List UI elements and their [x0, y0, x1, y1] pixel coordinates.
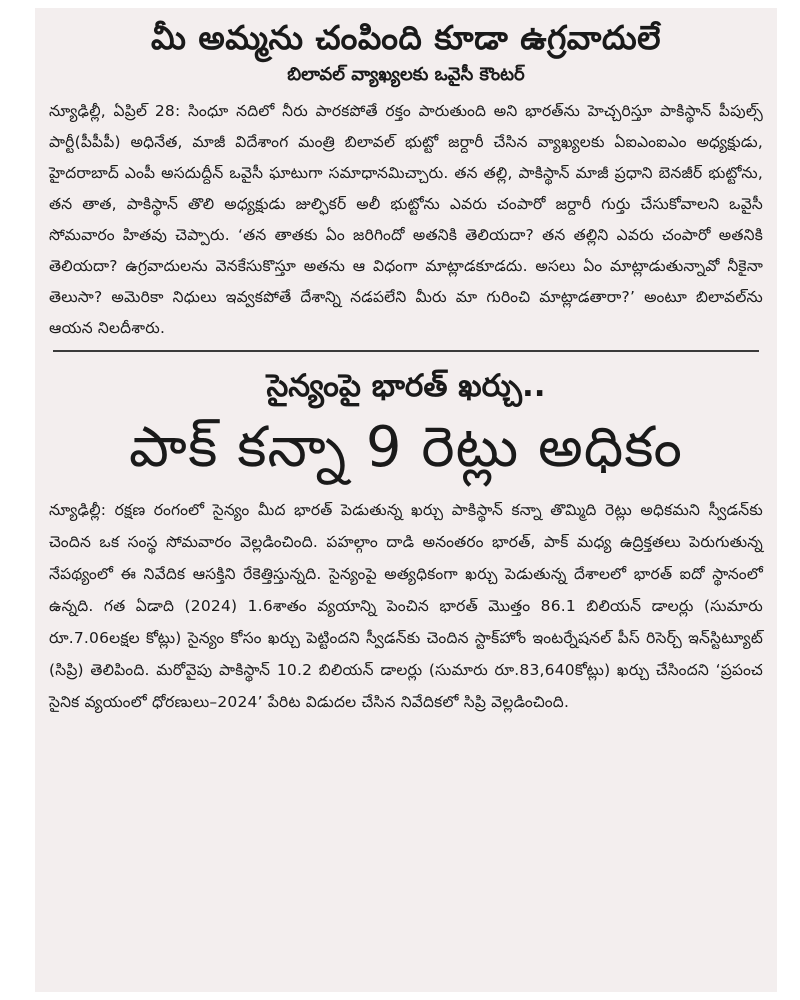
article2-body: న్యూఢిల్లీ: రక్షణ రంగంలో సైన్యం మీద భారత్ పెడుతున్న ఖర్చు పాకిస్థాన్ కన్నా తొమ్మిది రెట్లు అధికమని స్వీడన్‌కు చెందిన ఒక సంస్థ సోమవారం వెల్లడించింది. పహల్గాం దాడి అనంతరం భారత్, పాక్ మధ్య ఉద్రిక్తతలు పెరుగుతున్న నేపథ్యంలో ఈ నివేదిక ఆసక్తిని రేకెత్తిస్తున్నది. సైన్యంపై అత్యధికంగా ఖర్చు పెడుతున్న దేశాలలో భారత్ ఐదో స్థానంలో ఉన్నది. గత ఏడాది (2024) 1.6శాతం వ్యయాన్ని పెంచిన భారత్ మొత్తం 86.1 బిలియన్ డాలర్లు (సుమారు రూ.7.06లక్షల కోట్లు) సైన్యం కోసం ఖర్చు పెట్టిందని స్వీడన్‌కు చెందిన స్టాక్‌హోం ఇంటర్నేషనల్ పీస్ రిసెర్చ్ ఇన్‌స్టిట్యూట్ (సిప్రి) తెలిపింది. మరోవైపు పాకిస్థాన్ 10.2 బిలియన్ డాలర్లు (సుమారు రూ.83,640కోట్లు) ఖర్చు చేసిందని ‘ప్రపంచ సైనిక వ్యయంలో ధోరణులు–2024’ పేరిట విడుదల చేసిన నివేదికలో సిప్రి వెల్లడించింది.	[49, 501, 763, 711]
article1-headline: మీ అమ్మను చంపింది కూడా ఉగ్రవాదులే	[150, 18, 662, 57]
article2-headline: పాక్ కన్నా 9 రెట్లు అధికం	[129, 415, 683, 480]
newspaper-clipping	[35, 8, 777, 992]
article-divider	[53, 350, 759, 352]
article1-subheadline: బిలావల్ వ్యాఖ్యలకు ఒవైసీ కౌంటర్	[287, 64, 525, 85]
article1-body: న్యూఢిల్లీ, ఏప్రిల్ 28: సింధూ నదిలో నీరు పారకపోతే రక్తం పారుతుంది అని భారత్‌ను హెచ్చరిస్తూ పాకిస్థాన్ పీపుల్స్ పార్టీ(పీపీపీ) అధినేత, మాజీ విదేశాంగ మంత్రి బిలావల్ భుట్టో జర్దారీ చేసిన వ్యాఖ్యలకు ఏఐఎంఐఎం అధ్యక్షుడు, హైదరాబాద్ ఎంపీ అసదుద్దీన్ ఒవైసీ ఘాటుగా సమాధానమిచ్చారు. తన తల్లి, పాకిస్థాన్ మాజీ ప్రధాని బెనజీర్ భుట్టోను, తన తాత, పాకిస్థాన్ తొలి అధ్యక్షుడు జుల్ఫికర్ అలీ భుట్టోను ఎవరు చంపారో జర్దారీ గుర్తు చేసుకోవాలని ఒవైసీ సోమవారం హితవు చెప్పారు. ‘తన తాతకు ఏం జరిగిందో అతనికి తెలియదా? తన తల్లిని ఎవరు చంపారో అతనికి తెలియదా? ఉగ్రవాదులను వెనకేసుకొస్తూ అతను ఆ విధంగా మాట్లాడకూడదు. అసలు ఏం మాట్లాడుతున్నావో నీకైనా తెలుసా? అమెరికా నిధులు ఇవ్వకపోతే దేశాన్ని నడపలేని మీరు మా గురించి మాట్లాడతారా?’ అంటూ బిలావల్‌ను ఆయన నిలదీశారు.	[49, 102, 763, 337]
article2-kicker: సైన్యంపై భారత్ ఖర్చు..	[266, 368, 546, 404]
